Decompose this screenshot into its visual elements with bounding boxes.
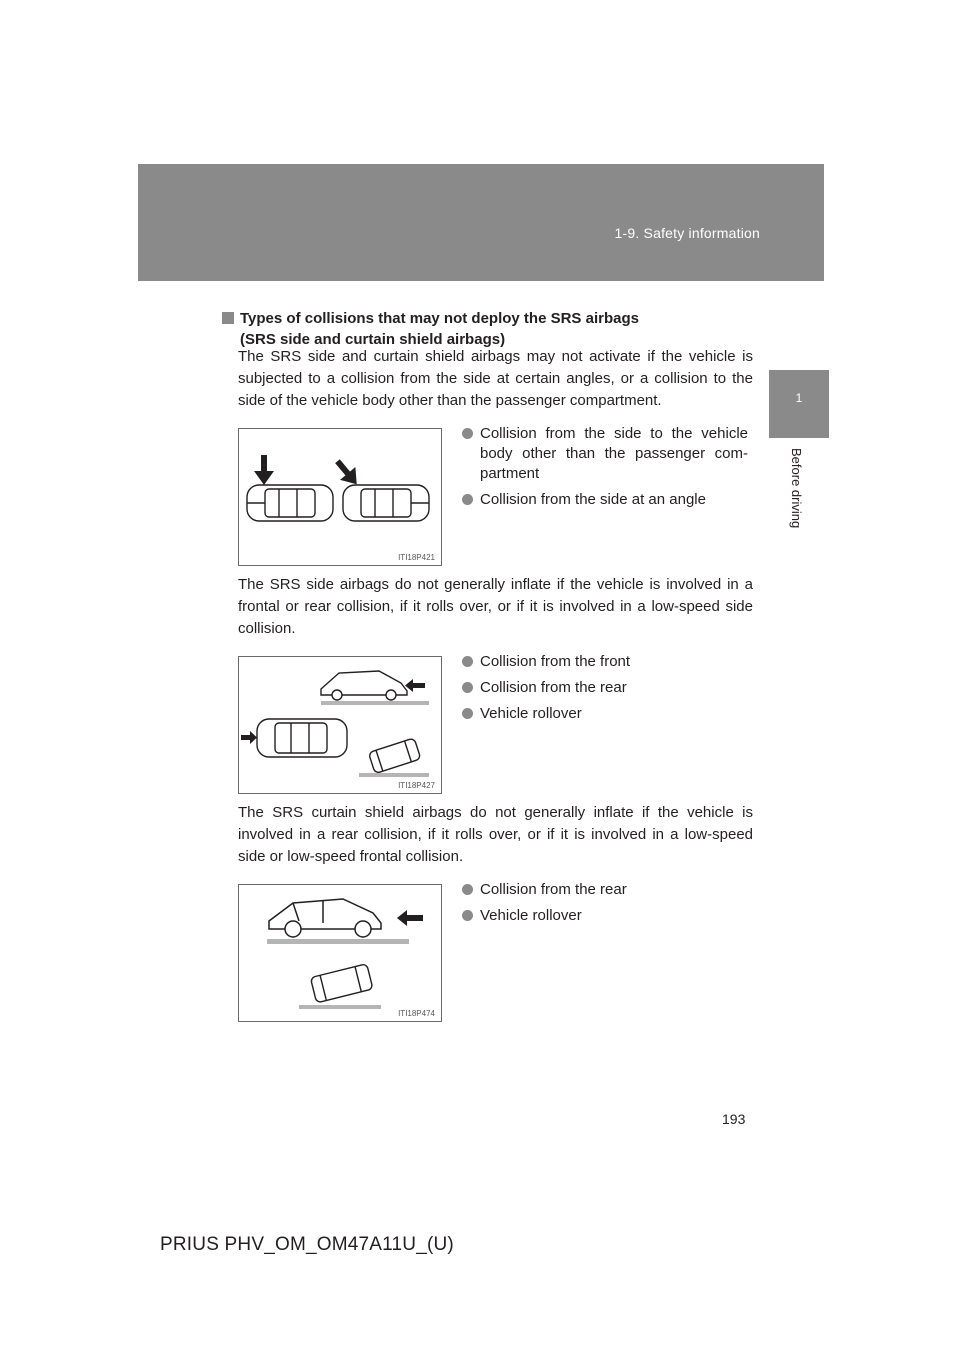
rollover-car-icon xyxy=(368,738,420,774)
front-impact-arrow-icon xyxy=(405,679,425,692)
ground-line xyxy=(299,1005,381,1009)
chapter-number: 1 xyxy=(795,391,803,405)
heading-line-1: Types of collisions that may not deploy the SRS airbags xyxy=(240,310,639,327)
heading-square-icon xyxy=(222,312,234,324)
rollover-car-icon xyxy=(310,964,373,1003)
list-item: Collision from the side to the vehicle body other than the passenger com-partment xyxy=(462,424,748,484)
ground-line xyxy=(321,701,429,705)
list-item: Vehicle rollover xyxy=(462,704,748,724)
bullet-icon xyxy=(462,910,473,921)
bullet-icon xyxy=(462,708,473,719)
figure-rear-rollover xyxy=(238,884,442,1022)
bullet-icon xyxy=(462,884,473,895)
section-heading xyxy=(222,308,762,350)
list-item: Vehicle rollover xyxy=(462,906,748,926)
car-side-view-icon xyxy=(321,671,407,700)
car-top-view-icon xyxy=(343,485,429,521)
side-collision-illustration xyxy=(239,429,441,565)
bullet-icon xyxy=(462,682,473,693)
impact-arrow-icon xyxy=(254,455,274,485)
front-rear-rollover-illustration xyxy=(239,657,441,793)
chapter-label: Before driving xyxy=(789,448,804,529)
bullet-icon xyxy=(462,428,473,439)
bullet-list-3 xyxy=(462,880,748,932)
rear-impact-arrow-icon xyxy=(241,731,257,744)
paragraph-3: The SRS curtain shield airbags do not generally inflate if the vehicle is involved in a rear collision, if it rolls over, or if it is involved in a low-speed side or low-speed frontal collision. xyxy=(238,804,753,865)
bullet-list-2 xyxy=(462,652,748,730)
chapter-tab[interactable] xyxy=(769,370,829,438)
paragraph-2: The SRS side airbags do not generally inflate if the vehicle is involved in a frontal or rear collision, if it rolls over, or if it is involved in a low-speed side collision. xyxy=(238,576,753,637)
list-item: Collision from the side at an angle xyxy=(462,490,748,510)
bullet-icon xyxy=(462,656,473,667)
ground-line xyxy=(359,773,429,777)
figure-code: ITI18P474 xyxy=(398,1009,435,1018)
figure-code: ITI18P421 xyxy=(398,553,435,562)
list-item: Collision from the rear xyxy=(462,880,748,900)
rear-impact-arrow-icon xyxy=(397,910,423,926)
car-side-view-icon xyxy=(269,899,381,937)
paragraph-1: The SRS side and curtain shield airbags may not activate if the vehicle is subjected to a collision from the side at certain angles, or a collision to the side of the vehicle body other than the passenger compartment. xyxy=(238,348,753,409)
car-top-view-icon xyxy=(257,719,347,757)
car-top-view-icon xyxy=(247,485,333,521)
list-item: Collision from the front xyxy=(462,652,748,672)
header-band xyxy=(138,164,824,281)
section-title: 1-9. Safety information xyxy=(614,225,760,241)
list-item: Collision from the rear xyxy=(462,678,748,698)
manual-code: PRIUS PHV_OM_OM47A11U_(U) xyxy=(160,1234,454,1255)
page-number: 193 xyxy=(722,1111,746,1127)
bullet-icon xyxy=(462,494,473,505)
rear-rollover-illustration xyxy=(239,885,441,1021)
figure-side-collision xyxy=(238,428,442,566)
heading-line-2: (SRS side and curtain shield airbags) xyxy=(240,331,506,348)
figure-code: ITI18P427 xyxy=(398,781,435,790)
ground-line xyxy=(267,939,409,944)
figure-front-rear-rollover xyxy=(238,656,442,794)
bullet-list-1 xyxy=(462,424,748,516)
